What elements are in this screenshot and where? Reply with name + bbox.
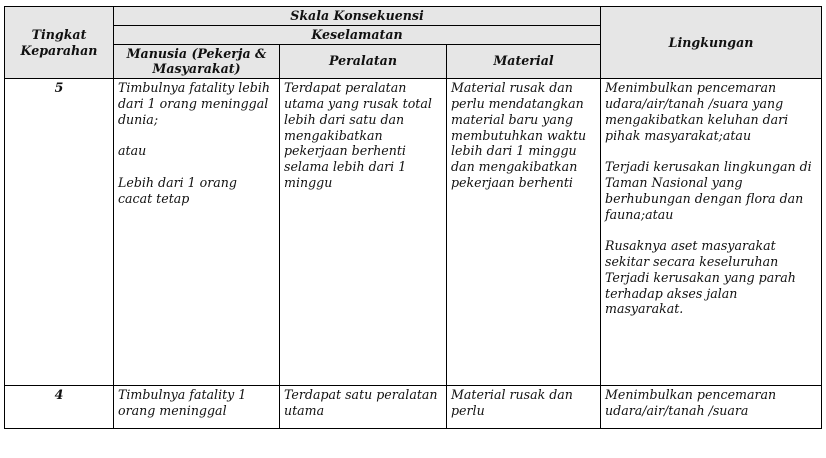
table-row bbox=[5, 79, 822, 386]
risk-matrix-table bbox=[4, 6, 822, 429]
cell-text: Menimbulkan pencemaran udara/air/tanah /suara yang mengakibatkan keluhan dari pihak masyarakat;atau bbox=[605, 80, 789, 143]
header-material: Material bbox=[447, 44, 601, 79]
table-row bbox=[5, 386, 822, 429]
header-skala-konsekuensi: Skala Konsekuensi bbox=[114, 7, 601, 26]
header-manusia: Manusia (Pekerja & Masyarakat) bbox=[114, 44, 280, 79]
cell-text: Lebih dari 1 orang cacat tetap bbox=[118, 174, 237, 206]
peralatan-cell: Terdapat peralatan utama yang rusak total lebih dari satu dan mengakibatkan pekerjaan berhenti selama lebih dari 1 minggu bbox=[280, 79, 447, 386]
header-lingkungan: Lingkungan bbox=[601, 7, 822, 79]
material-cell: Material rusak dan perlu bbox=[447, 386, 601, 429]
header-peralatan: Peralatan bbox=[280, 44, 447, 79]
cell-text: Terjadi kerusakan lingkungan di Taman Nasional yang berhubungan dengan flora dan fauna;atau bbox=[605, 159, 812, 222]
header-tingkat-keparahan: Tingkat Keparahan bbox=[5, 7, 114, 79]
manusia-cell bbox=[114, 79, 280, 386]
cell-text: atau bbox=[118, 143, 147, 159]
lingkungan-cell: Menimbulkan pencemaran udara/air/tanah /suara bbox=[601, 386, 822, 429]
level-cell: 5 bbox=[5, 79, 114, 386]
cell-text: Timbulnya fatality lebih dari 1 orang meninggal dunia; bbox=[118, 80, 270, 127]
header-keselamatan: Keselamatan bbox=[114, 25, 601, 44]
lingkungan-cell bbox=[601, 79, 822, 386]
manusia-cell: Timbulnya fatality 1 orang meninggal bbox=[114, 386, 280, 429]
peralatan-cell: Terdapat satu peralatan utama bbox=[280, 386, 447, 429]
cell-text: Rusaknya aset masyarakat sekitar secara keseluruhan Terjadi kerusakan yang parah terhadap akses jalan masyarakat. bbox=[605, 238, 796, 317]
material-cell: Material rusak dan perlu mendatangkan material baru yang membutuhkan waktu lebih dari 1 minggu dan mengakibatkan pekerjaan berhenti bbox=[447, 79, 601, 386]
level-cell: 4 bbox=[5, 386, 114, 429]
